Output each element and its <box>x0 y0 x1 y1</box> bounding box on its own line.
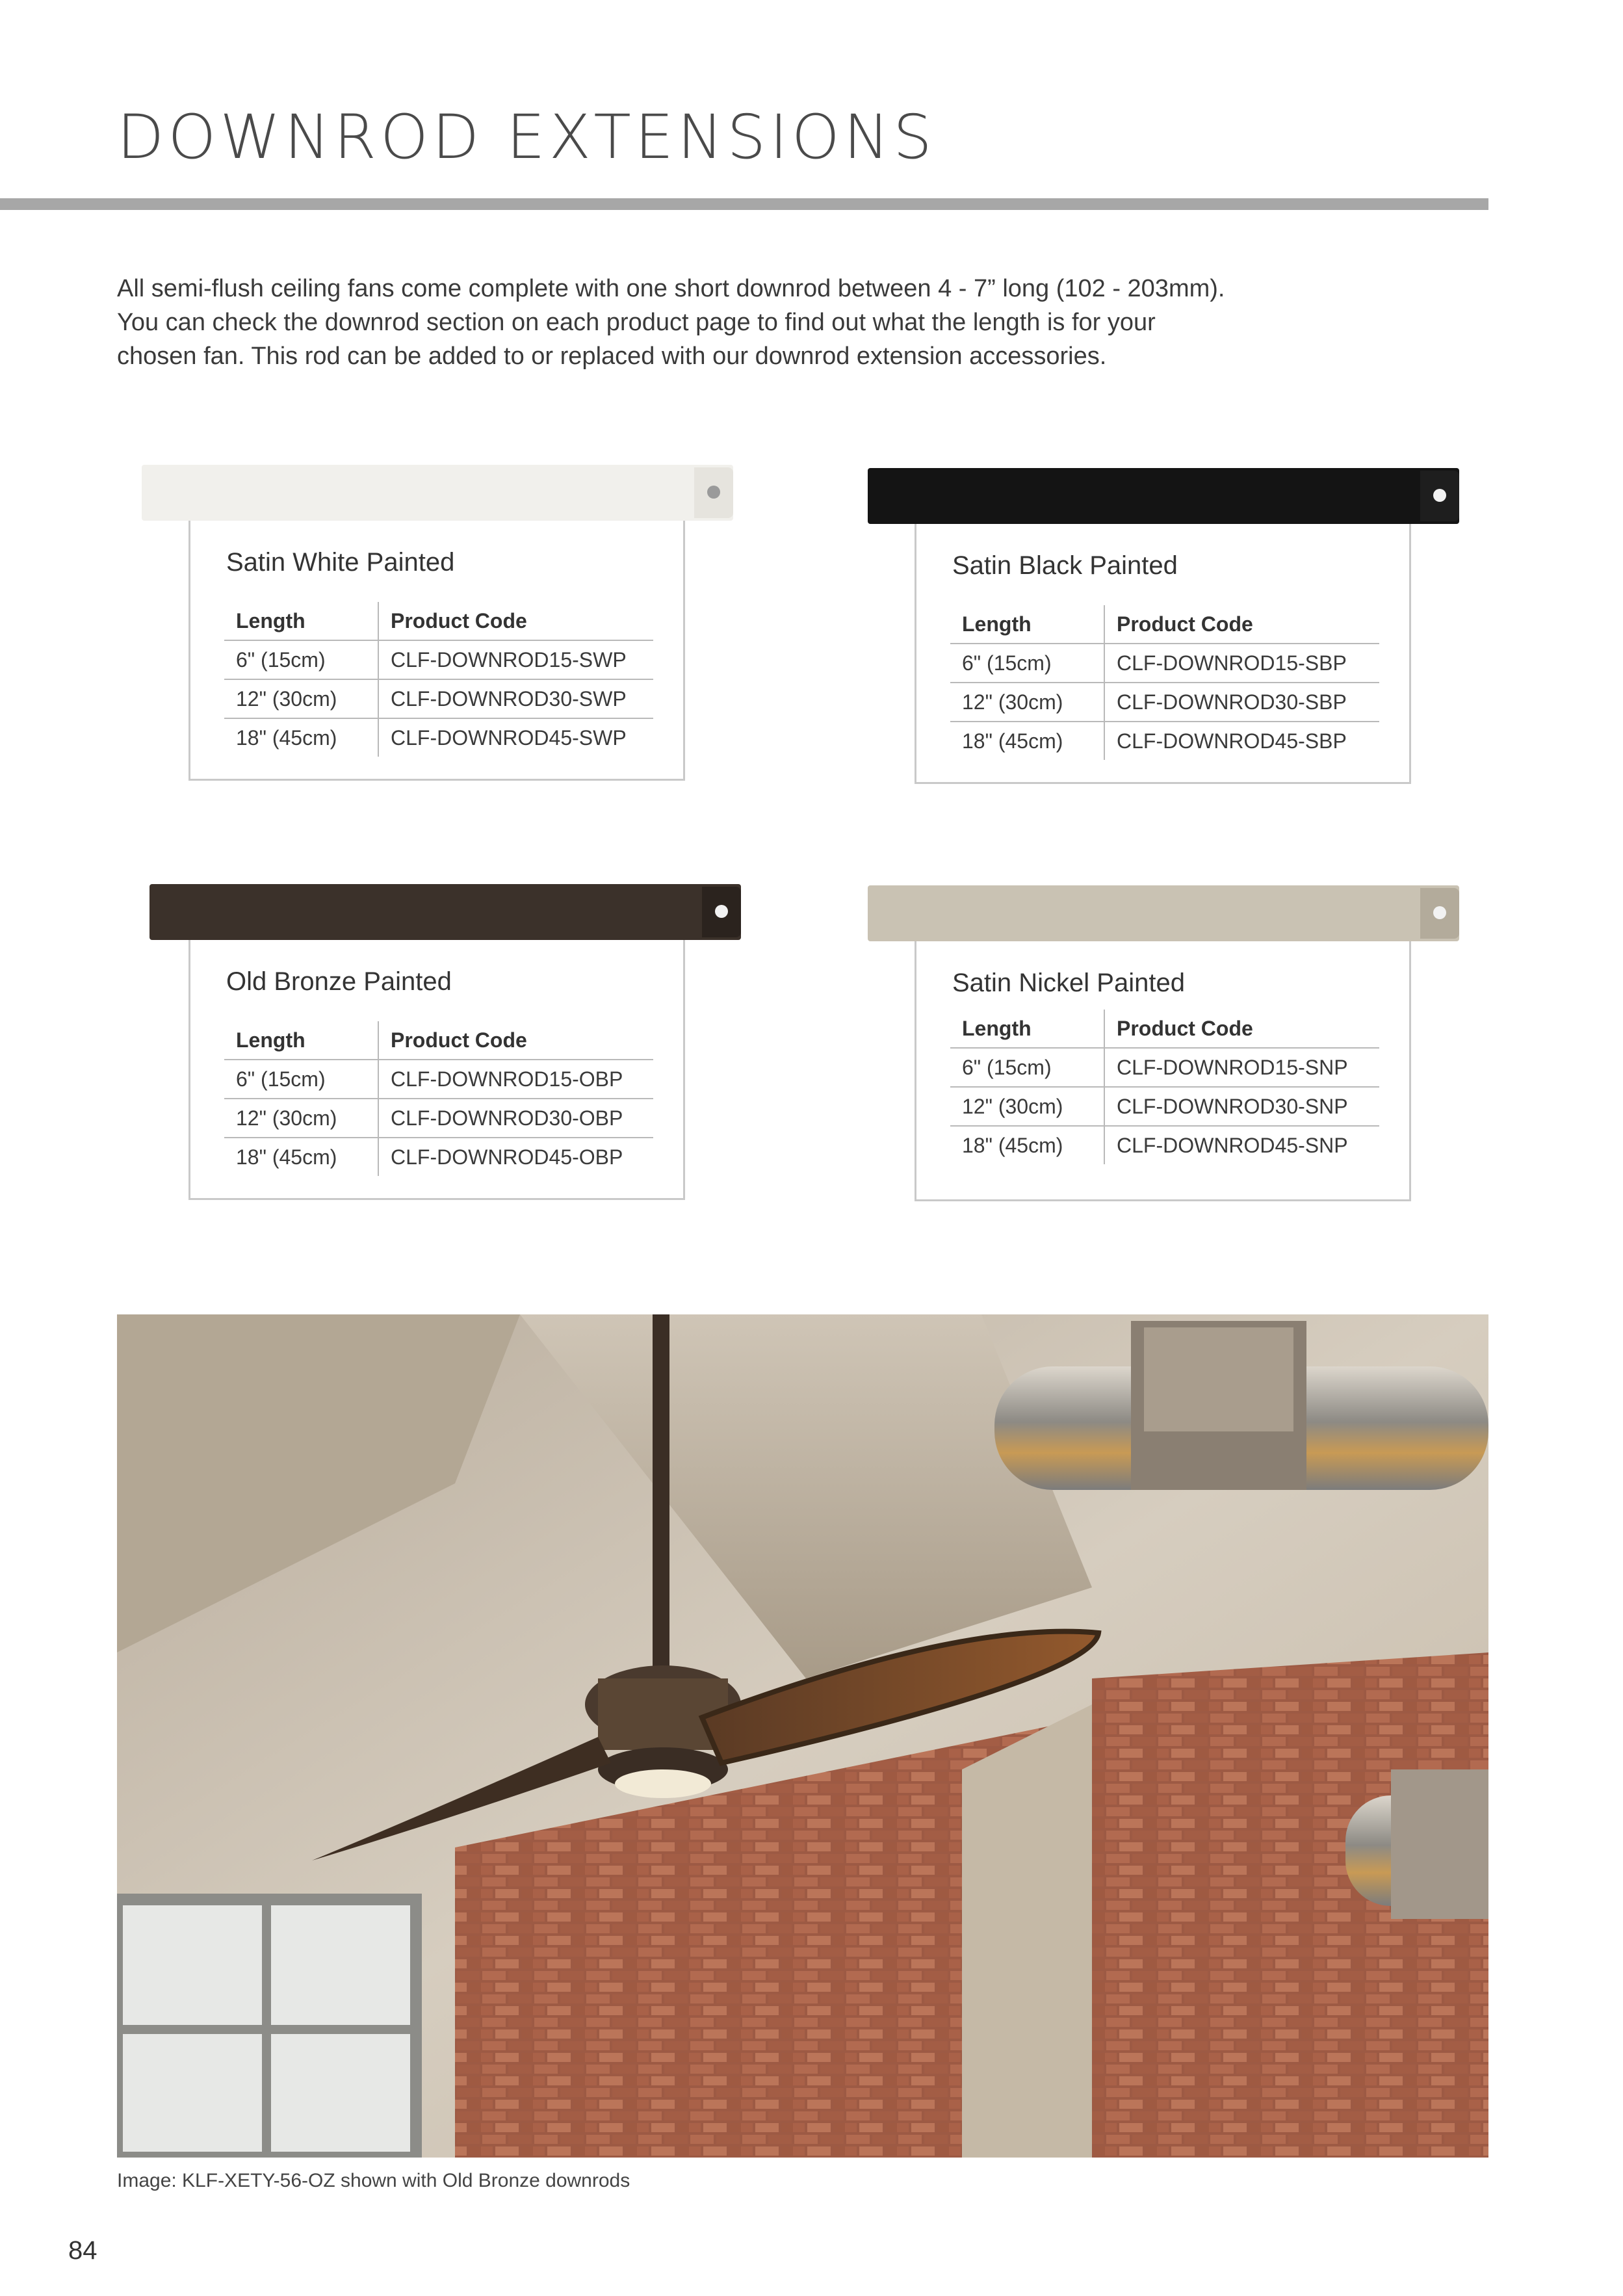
length-cell: 12" (30cm) <box>950 683 1104 722</box>
product-code-cell: CLF-DOWNROD45-OBP <box>391 1145 623 1169</box>
table-row <box>950 1087 1379 1126</box>
table-header-row <box>950 1010 1379 1048</box>
product-code-cell: CLF-DOWNROD15-OBP <box>378 1060 653 1099</box>
length-cell: 18" (45cm) <box>950 1126 1104 1164</box>
finish-name: Satin Black Painted <box>952 551 1178 580</box>
product-satin-white <box>142 465 746 829</box>
spec-box <box>915 941 1411 1201</box>
product-satin-black <box>868 468 1472 832</box>
spec-table <box>950 1010 1379 1164</box>
length-cell: 6" (15cm) <box>950 644 1104 683</box>
spec-table <box>224 602 653 757</box>
table-row <box>224 1060 653 1099</box>
downrod-image <box>142 465 733 521</box>
length-header: Length <box>224 602 378 640</box>
length-cell: 6" (15cm) <box>224 640 378 679</box>
product-code-cell: CLF-DOWNROD15-SBP <box>1104 644 1379 683</box>
length-header: Length <box>224 1021 378 1060</box>
product-code-cell: CLF-DOWNROD15-SNP <box>1104 1048 1379 1087</box>
table-header-row <box>224 602 653 640</box>
page-number: 84 <box>68 2236 97 2265</box>
length-cell: 18" (45cm) <box>950 722 1104 760</box>
spec-table <box>224 1021 653 1176</box>
table-row <box>950 1126 1379 1164</box>
ceiling-fan-photo <box>117 1314 1488 2158</box>
product-satin-nickel <box>868 885 1472 1249</box>
downrod-image <box>868 468 1459 524</box>
finish-name: Old Bronze Painted <box>226 967 452 996</box>
image-caption: Image: KLF-XETY-56-OZ shown with Old Bronze downrods <box>117 2170 630 2191</box>
table-row <box>950 722 1379 760</box>
table-header-row <box>224 1021 653 1060</box>
table-row <box>224 640 653 679</box>
table-row <box>950 644 1379 683</box>
downrod-pin-hole <box>707 486 720 499</box>
downrod-pin-hole <box>1433 906 1446 919</box>
product-code-header: Product Code <box>1104 1010 1379 1048</box>
length-cell: 6" (15cm) <box>224 1060 378 1099</box>
length-cell: 12" (30cm) <box>950 1087 1104 1126</box>
product-code-cell: CLF-DOWNROD30-OBP <box>378 1099 653 1138</box>
page-title: DOWNROD EXTENSIONS <box>117 102 936 173</box>
product-code-cell: CLF-DOWNROD30-SWP <box>378 679 653 718</box>
length-cell: 18" (45cm) <box>224 1138 378 1176</box>
product-code-cell: CLF-DOWNROD30-SNP <box>1104 1087 1379 1126</box>
product-code-cell: CLF-DOWNROD30-SBP <box>1104 683 1379 722</box>
product-code-header: Product Code <box>378 1021 653 1060</box>
downrod-image <box>868 885 1459 941</box>
product-code-cell: CLF-DOWNROD45-SNP <box>1117 1133 1348 1157</box>
product-old-bronze <box>149 884 754 1248</box>
length-cell: 6" (15cm) <box>950 1048 1104 1087</box>
table-row <box>224 1138 653 1176</box>
length-cell: 18" (45cm) <box>224 718 378 757</box>
table-header-row <box>950 605 1379 644</box>
spec-box <box>915 524 1411 784</box>
downrod-pin-hole <box>715 905 728 918</box>
table-row <box>224 679 653 718</box>
title-divider <box>0 198 1488 210</box>
lifestyle-photo <box>117 1314 1488 2158</box>
intro-paragraph <box>117 272 1300 373</box>
downrod-pin-hole <box>1433 489 1446 502</box>
table-row <box>224 1099 653 1138</box>
finish-name: Satin Nickel Painted <box>952 969 1185 997</box>
intro-line: chosen fan. This rod can be added to or replaced with our downrod extension accessories. <box>117 343 1107 370</box>
product-code-cell: CLF-DOWNROD15-SWP <box>378 640 653 679</box>
intro-line: All semi-flush ceiling fans come complete with one short downrod between 4 - 7” long (102 - 203mm). <box>117 275 1225 302</box>
downrod-image <box>149 884 741 940</box>
table-row <box>950 683 1379 722</box>
product-code-header: Product Code <box>1104 605 1379 644</box>
finish-name: Satin White Painted <box>226 548 455 577</box>
product-code-header: Product Code <box>378 602 653 640</box>
length-header: Length <box>950 1010 1104 1048</box>
product-code-cell: CLF-DOWNROD45-SWP <box>391 725 627 750</box>
length-cell: 12" (30cm) <box>224 679 378 718</box>
length-header: Length <box>950 605 1104 644</box>
table-row <box>224 718 653 757</box>
table-row <box>950 1048 1379 1087</box>
spec-box <box>188 521 685 781</box>
length-cell: 12" (30cm) <box>224 1099 378 1138</box>
product-code-cell: CLF-DOWNROD45-SBP <box>1117 729 1347 753</box>
intro-line: You can check the downrod section on each product page to find out what the length is for your <box>117 309 1156 336</box>
spec-table <box>950 605 1379 760</box>
spec-box <box>188 940 685 1200</box>
